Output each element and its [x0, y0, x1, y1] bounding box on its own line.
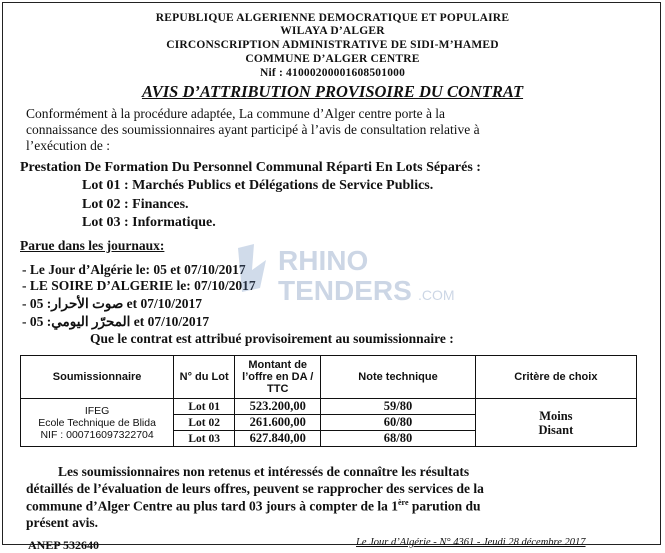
watermark-suffix: .COM: [418, 287, 455, 303]
col-montant: Montant de l’offre en DA / TTC: [235, 356, 321, 399]
attribution-table: [20, 355, 637, 447]
note-cell: 68/80: [321, 431, 475, 447]
closing-line-2: détaillés de l’évaluation de leurs offres, peuvent se rapprocher des services de la: [26, 481, 484, 496]
lot-2-label: Lot 02 : Finances.: [82, 197, 189, 212]
footer-anep: ANEP 532640: [28, 538, 100, 552]
lot-1-label: Lot 01 : Marchés Publics et Délégations de Service Publics.: [82, 178, 434, 193]
critere-line-1: Moins: [539, 408, 573, 423]
table-row: [21, 399, 637, 415]
journal-item: - LE SOIRE D’ALGERIE le: 07/10/2017: [22, 278, 256, 293]
col-lot: N° du Lot: [174, 356, 235, 399]
soumissionnaire-school: Ecole Technique de Blida: [38, 416, 156, 429]
header-circonscription: CIRCONSCRIPTION ADMINISTRATIVE DE SIDI-M’HAMED: [166, 39, 499, 51]
attribution-line: Que le contrat est attribué provisoirement au soumissionnaire :: [90, 331, 454, 346]
col-soumissionnaire: Soumissionnaire: [21, 356, 174, 399]
header-nif: Nif : 410002000016085010​00: [259, 67, 406, 79]
col-note: Note technique: [321, 356, 475, 399]
lot-cell: Lot 02: [174, 415, 235, 431]
lot-3-label: Lot 03 : Informatique.: [82, 215, 216, 230]
journal-item: - Le Jour d’Algérie le: 05 et 07/10/2017: [22, 262, 246, 277]
critere-cell: [475, 399, 636, 447]
watermark-word-2: TENDERS: [278, 275, 412, 306]
watermark-word-1: RHINO: [278, 245, 369, 276]
header-wilaya: WILAYA D’ALGER: [280, 25, 385, 37]
critere-line-2: Disant: [538, 422, 574, 437]
closing-line-1: Les soumissionnaires non retenus et intéressés de connaître les résultats: [58, 464, 470, 479]
lot-cell: Lot 01: [174, 399, 235, 415]
header-republic: REPUBLIQUE ALGERIENNE DEMOCRATIQUE ET POPULAIRE: [155, 12, 510, 24]
notice-title: AVIS D’ATTRIBUTION PROVISOIRE DU CONTRAT: [141, 82, 524, 101]
lot-cell: Lot 03: [174, 431, 235, 447]
intro-line-1: Conformément à la procédure adaptée, La commune d’Alger centre porte à la: [26, 106, 446, 121]
closing-line-4: présent avis.: [26, 515, 98, 530]
soumissionnaire-nif: NIF : 000716097322704: [40, 428, 154, 441]
header-commune: COMMUNE D’ALGER CENTRE: [245, 53, 420, 65]
closing-line-3: commune d’Alger Centre au plus tard 03 jours à compter de la 1ère parution du: [26, 498, 481, 514]
journal-item: - صوت الأحرار: 05 et 07/10/2017: [22, 296, 203, 311]
intro-line-2: connaissance des soumissionnaires ayant participé à l’avis de consultation relative à: [26, 122, 480, 137]
montant-cell: 523.200,00: [235, 399, 321, 415]
footer-publication: Le Jour d’Algérie - N° 4361 - Jeudi 28 décembre 2017: [356, 537, 586, 548]
montant-cell: 627.840,00: [235, 431, 321, 447]
note-cell: 59/80: [321, 399, 475, 415]
table-header-row: [21, 356, 637, 399]
soumissionnaire-cell: [21, 399, 174, 447]
col-critere: Critère de choix: [475, 356, 636, 399]
journaux-heading: Parue dans les journaux:: [20, 238, 165, 253]
soumissionnaire-name: IFEG: [84, 404, 110, 417]
prestation-title: Prestation De Formation Du Personnel Communal Réparti En Lots Séparés :: [20, 160, 481, 175]
montant-cell: 261.600,00: [235, 415, 321, 431]
journal-item: - المحرّر اليومي: 05 et 07/10/2017: [22, 314, 210, 329]
intro-line-3: l’exécution de :: [26, 138, 110, 153]
note-cell: 60/80: [321, 415, 475, 431]
